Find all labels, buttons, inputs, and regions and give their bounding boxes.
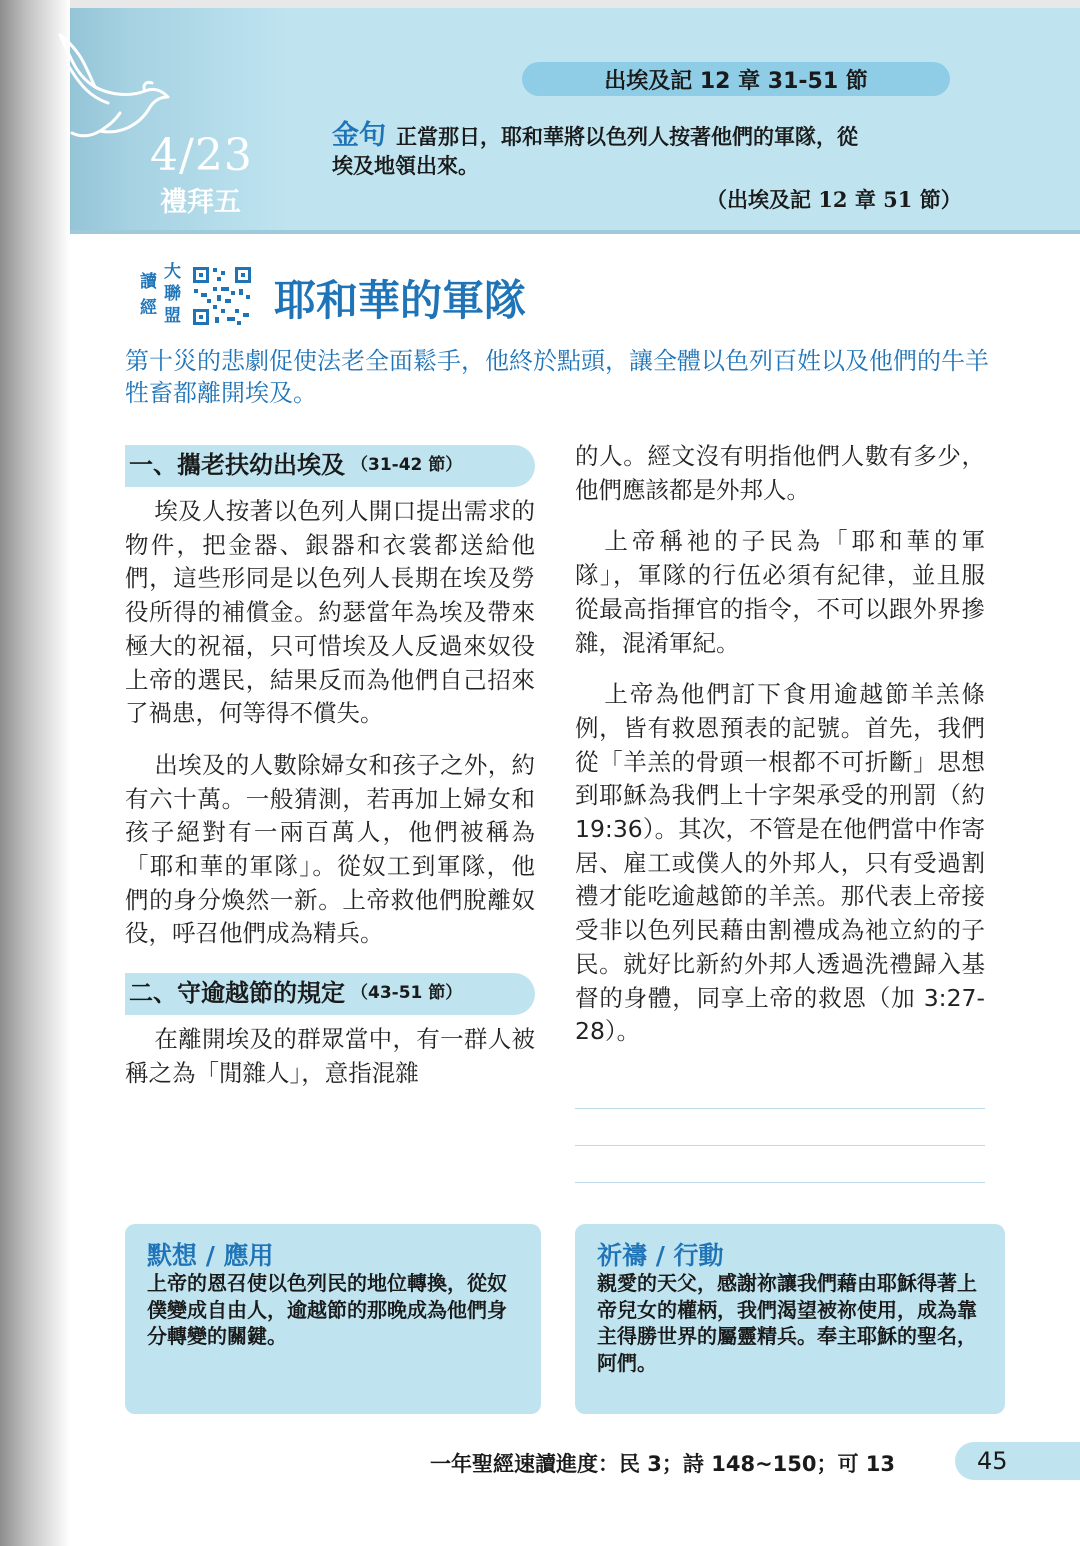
note-line <box>575 1145 985 1146</box>
intro-paragraph: 第十災的悲劇促使法老全面鬆手，他終於點頭，讓全體以色列百姓以及他們的牛羊牲畜都離開埃及。 <box>125 347 989 407</box>
section2-title: 二、守逾越節的規定 <box>129 979 345 1008</box>
prayer-text: 親愛的天父，感謝祢讓我們藉由耶穌得著上帝兒女的權柄，我們渴望被祢使用，成為靠主得勝世界的屬靈精兵。奉主耶穌的聖名，阿們。 <box>597 1271 977 1375</box>
section1-title: 一、攜老扶幼出埃及 <box>129 451 345 480</box>
golden-verse-line1 <box>332 113 858 152</box>
left-column <box>125 445 535 1091</box>
section1-paragraph1: 埃及人按著以色列人開口提出需求的物件，把金器、銀器和衣裳都送給他們，這些形同是以色列人長期在埃及勞役所得的補償金。約瑟當年為埃及帶來極大的祝福，只可惜埃及人反過來奴役上帝的選民，結果反而為他們自己招來了禍患，何等得不償失。 <box>125 497 535 728</box>
date-label: 4/23 <box>150 130 253 181</box>
note-lines <box>575 1108 985 1219</box>
page-title: 耶和華的軍隊 <box>274 276 527 325</box>
note-line <box>575 1182 985 1183</box>
scripture-reference-pill: 出埃及記 12 章 31-51 節 <box>522 62 950 96</box>
prayer-box <box>575 1224 1005 1414</box>
section2-ref: （43-51 節） <box>351 983 463 1004</box>
reading-alliance-label <box>140 262 190 328</box>
section2-paragraph1-continued: 的人。經文沒有明指他們人數有多少，他們應該都是外邦人。 <box>575 442 985 504</box>
qr-label-char: 盟 <box>164 306 181 326</box>
qr-code-icon[interactable] <box>191 265 253 327</box>
section2-paragraph1: 在離開埃及的群眾當中，有一群人被稱之為「閒雜人」，意指混雜 <box>125 1025 535 1087</box>
golden-verse-label: 金句 <box>332 120 386 151</box>
section2-paragraph2: 上帝稱祂的子民為「耶和華的軍隊」，軍隊的行伍必須有紀律，並且服從最高指揮官的指令，不可以跟外界摻雜，混淆軍紀。 <box>575 527 985 657</box>
section2-paragraph3: 上帝為他們訂下食用逾越節羊羔條例，皆有救恩預表的記號。首先，我們從「羊羔的骨頭一根都不可折斷」思想到耶穌為我們上十字架承受的刑罰（約 19:36）。其次，不管是在他們當中作寄居、雇工或僕人的外邦人，只有受過割禮才能吃逾越節的羊羔。那代表上帝接受非以色列民藉由割禮成為祂立約的子民。就好比新約外邦人透過洗禮歸入基督的身體，同享上帝的救恩（加 3:27-28）。 <box>575 680 985 1046</box>
section2-heading <box>125 973 535 1015</box>
golden-verse-line2: 埃及地領出來。 <box>332 153 479 178</box>
section1-ref: （31-42 節） <box>351 455 463 476</box>
qr-label-char: 大 <box>164 262 181 282</box>
qr-label-char: 聯 <box>164 284 181 304</box>
qr-label-char: 讀 <box>140 272 157 292</box>
meditation-box <box>125 1224 541 1414</box>
right-column <box>575 440 985 1049</box>
prayer-title: 祈禱 / 行動 <box>597 1241 724 1270</box>
page-number: 45 <box>955 1442 1080 1480</box>
section1-heading <box>125 445 535 487</box>
qr-label-char: 經 <box>140 298 157 318</box>
golden-verse-reference: （出埃及記 12 章 51 節） <box>706 187 962 212</box>
golden-verse-text1: 正當那日，耶和華將以色列人按著他們的軍隊，從 <box>396 124 858 149</box>
meditation-text: 上帝的恩召使以色列民的地位轉換，從奴僕變成自由人，逾越節的那晚成為他們身分轉變的關鍵。 <box>147 1271 507 1348</box>
reading-progress: 一年聖經速讀進度：民 3；詩 148~150；可 13 <box>430 1452 896 1476</box>
meditation-title: 默想 / 應用 <box>147 1241 274 1270</box>
weekday-label: 禮拜五 <box>160 187 241 218</box>
page-curl-shadow <box>0 0 70 1546</box>
section1-paragraph2: 出埃及的人數除婦女和孩子之外，約有六十萬。一般猜測，若再加上婦女和孩子絕對有一兩百萬人，他們被稱為「耶和華的軍隊」。從奴工到軍隊，他們的身分煥然一新。上帝救他們脫離奴役，呼召他們成為精兵。 <box>125 750 535 948</box>
note-line <box>575 1108 985 1109</box>
